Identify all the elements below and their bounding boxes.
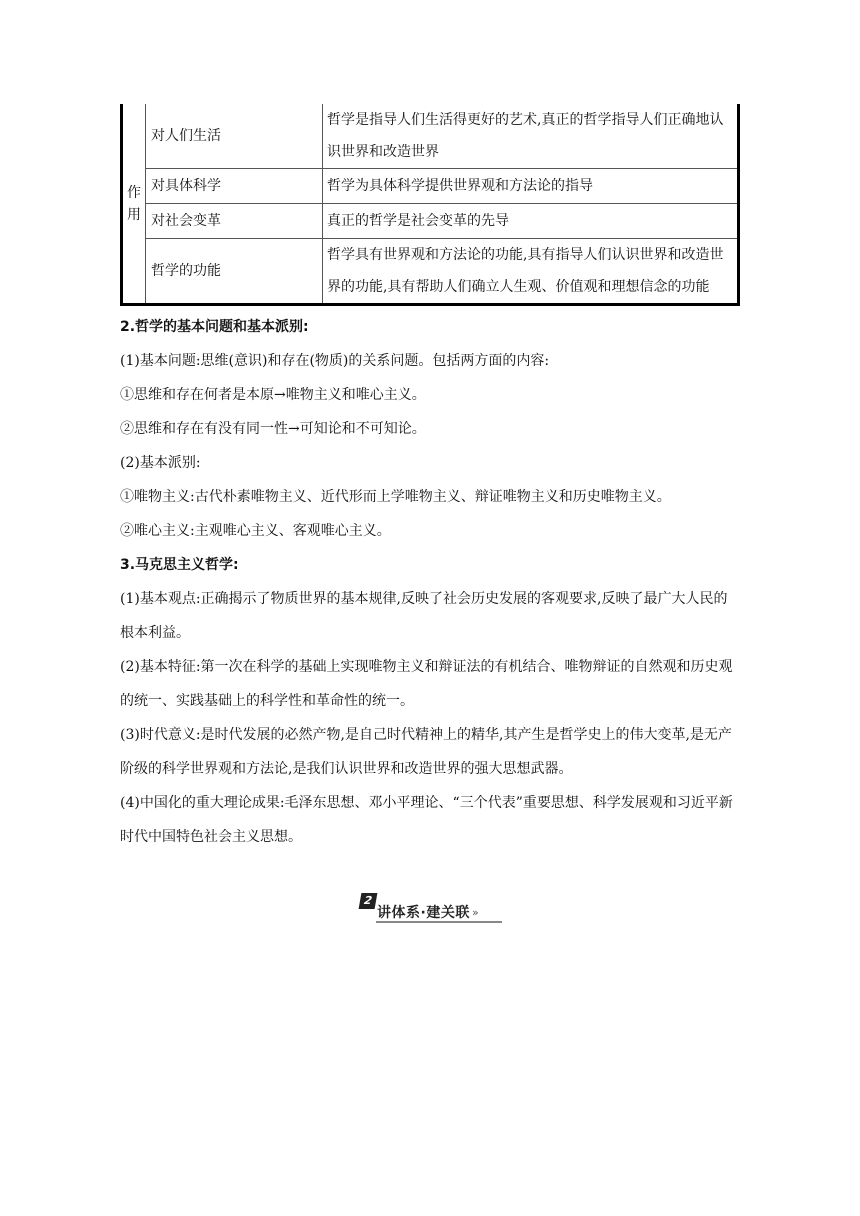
table-row xyxy=(122,204,739,239)
paragraph: ②唯心主义:主观唯心主义、客观唯心主义。 xyxy=(120,523,391,539)
section-number-badge: 2 xyxy=(359,893,378,909)
banner-underline xyxy=(376,921,502,923)
paragraph: (3)时代意义:是时代发展的必然产物,是自己时代精神上的精华,其产生是哲学史上的伟大变革,是无产阶级的科学世界观和方法论,是我们认识世界和改造世界的强大思想武器。 xyxy=(120,727,732,777)
desc-cell: 哲学是指导人们生活得更好的艺术,真正的哲学指导人们正确地认识世界和改造世界 xyxy=(323,104,739,169)
table-row xyxy=(122,104,739,169)
desc-cell: 哲学具有世界观和方法论的功能,具有指导人们认识世界和改造世界的功能,具有帮助人们确立人生观、价值观和理想信念的功能 xyxy=(323,239,739,305)
paragraph: (1)基本问题:思维(意识)和存在(物质)的关系问题。包括两方面的内容: xyxy=(120,353,550,369)
table-row xyxy=(122,239,739,305)
aspect-cell: 对社会变革 xyxy=(146,204,323,239)
paragraph: (4)中国化的重大理论成果:毛泽东思想、邓小平理论、“三个代表”重要思想、科学发展观和习近平新时代中国特色社会主义思想。 xyxy=(120,795,733,845)
paragraph: ①思维和存在何者是本原→唯物主义和唯心主义。 xyxy=(120,387,426,403)
paragraph: (2)基本特征:第一次在科学的基础上实现唯物主义和辩证法的有机结合、唯物辩证的自然观和历史观的统一、实践基础上的科学性和革命性的统一。 xyxy=(120,659,733,709)
table-header-cell xyxy=(122,104,146,305)
paragraph: ②思维和存在有没有同一性→可知论和不可知论。 xyxy=(120,421,426,437)
desc-cell: 真正的哲学是社会变革的先导 xyxy=(323,204,739,239)
section-heading: 2.哲学的基本问题和基本派别: xyxy=(120,319,309,335)
table-row xyxy=(122,169,739,204)
desc-cell: 哲学为具体科学提供世界观和方法论的指导 xyxy=(323,169,739,204)
document-page xyxy=(120,104,740,854)
header-char-1: 作 xyxy=(127,184,141,201)
aspect-cell: 对具体科学 xyxy=(146,169,323,204)
header-char-2: 用 xyxy=(127,206,141,223)
paragraph: (2)基本派别: xyxy=(120,455,201,471)
notes-content xyxy=(120,310,740,854)
aspect-cell: 对人们生活 xyxy=(146,104,323,169)
paragraph: ①唯物主义:古代朴素唯物主义、近代形而上学唯物主义、辩证唯物主义和历史唯物主义。 xyxy=(120,489,671,505)
paragraph: (1)基本观点:正确揭示了物质世界的基本规律,反映了社会历史发展的客观要求,反映了最广大人民的根本利益。 xyxy=(120,591,728,641)
banner-title: 讲体系·建关联 xyxy=(377,905,470,921)
section-heading: 3.马克思主义哲学: xyxy=(120,557,239,573)
aspect-cell: 哲学的功能 xyxy=(146,239,323,305)
double-arrow-icon: » xyxy=(472,906,479,919)
role-table xyxy=(120,104,740,306)
section-banner xyxy=(360,893,502,925)
